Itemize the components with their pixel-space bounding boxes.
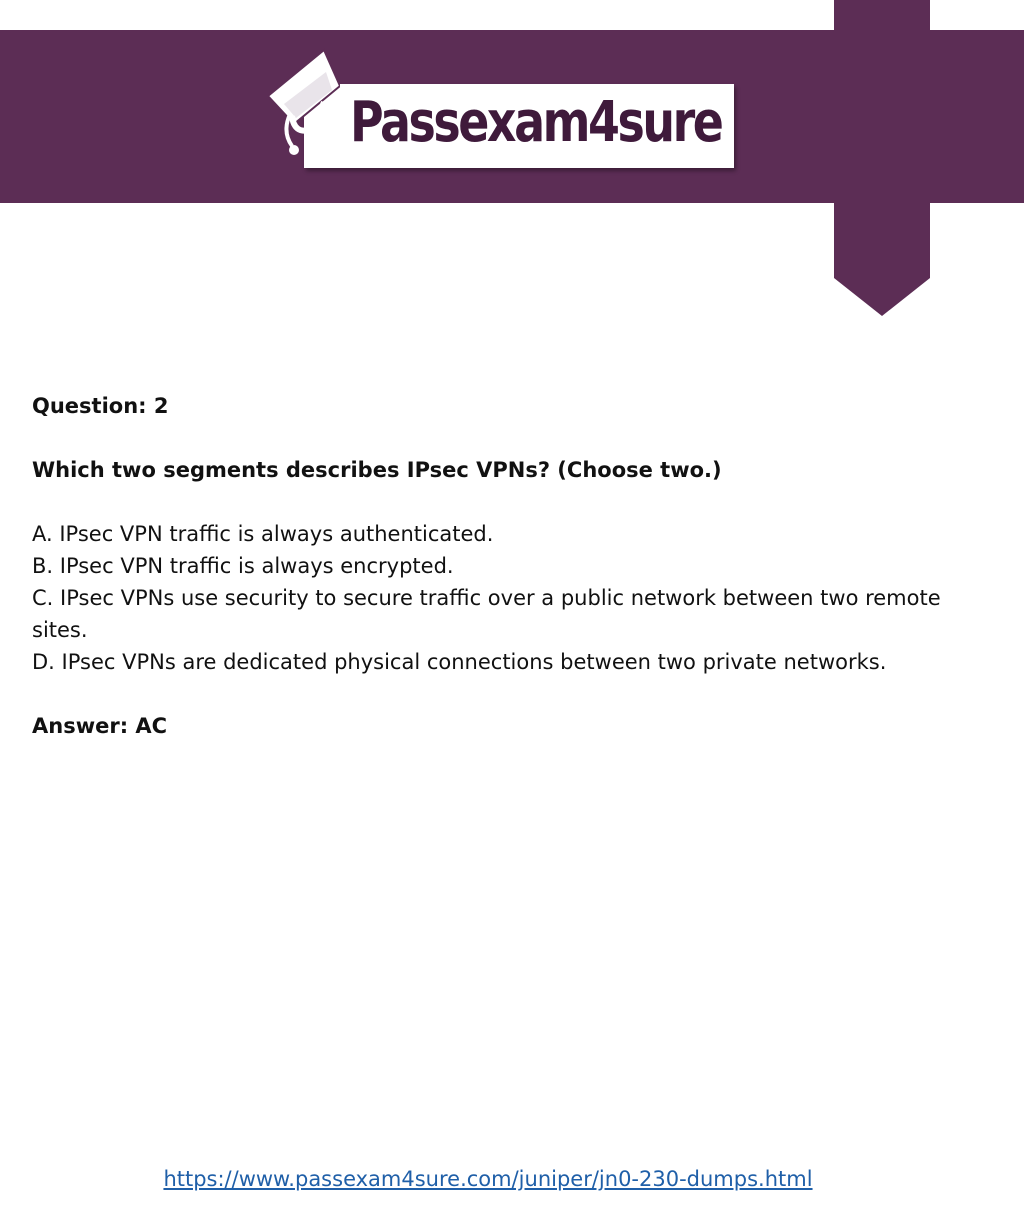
spacer [32,678,992,710]
option-d: D. IPsec VPNs are dedicated physical connections between two private networks. [32,650,887,674]
option-b: B. IPsec VPN traffic is always encrypted. [32,554,454,578]
question-number: Question: 2 [32,394,169,418]
question-prompt: Which two segments describes IPsec VPNs? (Choose two.) [32,458,722,482]
logo-text: Passexam4sure [350,90,722,155]
graduation-cap-icon [266,46,340,156]
brand-logo [266,46,736,172]
spacer [32,422,992,454]
question-content [32,390,992,742]
option-c: C. IPsec VPNs use security to secure traffic over a public network between two remote sites. [32,586,941,642]
dumps-link[interactable]: https://www.passexam4sure.com/juniper/jn0-230-dumps.html [163,1167,813,1191]
answer-label: Answer: AC [32,714,168,738]
spacer [32,486,992,518]
logo-box [304,84,734,168]
bookmark-ribbon [834,0,930,316]
option-a: A. IPsec VPN traffic is always authenticated. [32,522,494,546]
footer [0,1163,976,1195]
